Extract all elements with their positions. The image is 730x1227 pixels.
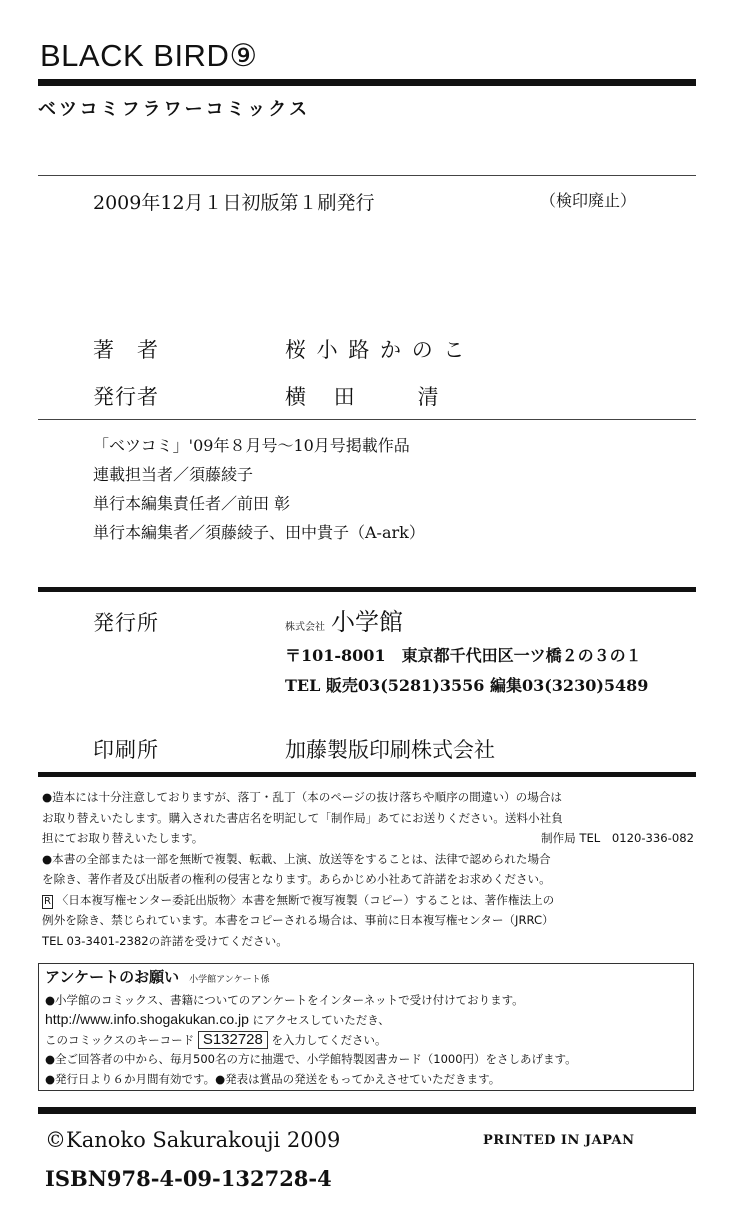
publisher-name: 小学館 xyxy=(331,608,403,636)
survey-heading-row xyxy=(45,968,687,991)
edition-date: 2009年12月１日初版第１刷発行 xyxy=(93,192,375,214)
survey-line: ●全ご回答者の中から、毎月500名の方に抽選で、小学館特製図書カード（1000円）をさしあげます。 xyxy=(45,1052,577,1066)
divider-thick xyxy=(38,587,696,592)
survey-heading: アンケートのお願い xyxy=(45,968,180,986)
key-code: S132728 xyxy=(198,1031,268,1049)
copyright: ©Kanoko Sakurakouji 2009 xyxy=(45,1128,341,1152)
printed-in: PRINTED IN JAPAN xyxy=(483,1133,635,1148)
author-name: 桜 小 路 か の こ xyxy=(285,338,467,362)
notice-line xyxy=(42,828,694,849)
notice-line: TEL 03-3401-2382の許諾を受けてください。 xyxy=(42,933,288,948)
credit-line: 「ベツコミ」'09年８月号〜10月号掲載作品 xyxy=(93,436,410,455)
r-mark-icon: R xyxy=(44,895,51,907)
credit-line: 単行本編集者／須藤綾子、田中貴子（A-ark） xyxy=(93,523,425,542)
divider xyxy=(38,419,696,420)
author-label: 著 者 xyxy=(93,338,159,362)
publisher-label: 発行所 xyxy=(93,611,159,635)
survey-box xyxy=(38,963,694,1091)
divider-thick xyxy=(38,79,696,86)
notice-line: お取り替えいたします。購入された書店名を明記して「制作局」あてにお送りください。送料小社負 xyxy=(42,810,563,825)
book-title: BLACK BIRD⑨ xyxy=(40,38,258,73)
isbn: ISBN978-4-09-132728-4 xyxy=(45,1166,332,1191)
divider-thick xyxy=(38,772,696,777)
notice-line: ●本書の全部または一部を無断で複製、転載、上演、放送等をすることは、法律で認められた場合 xyxy=(42,851,551,866)
publisher-prefix: 株式会社 xyxy=(285,622,325,633)
publisher-name-row xyxy=(285,602,403,637)
survey-line: ●小学館のコミックス、書籍についてのアンケートをインターネットで受け付けております。 xyxy=(45,992,524,1007)
survey-line: ●発行日より６か月間有効です。●発表は賞品の発送をもってかえさせていただきます。 xyxy=(45,1071,501,1086)
series-name: ベツコミフラワーコミックス xyxy=(38,99,311,120)
issuer-name: 横 田 清 xyxy=(285,385,439,409)
production-tel: 制作局 TEL 0120-336-082 xyxy=(540,831,694,845)
notice-text: 担にてお取り替えいたします。 xyxy=(42,831,204,845)
printer-name: 加藤製版印刷株式会社 xyxy=(285,738,495,762)
survey-url-row xyxy=(45,1010,687,1031)
legal-notice xyxy=(42,787,694,951)
notice-text: 〈日本複写権センター委託出版物〉本書を無断で複写複製（コピー）することは、著作権法上の xyxy=(56,892,555,907)
notice-line: を除き、著作者及び出版者の権利の侵害となります。あらかじめ小社あて許諾をお求めください。 xyxy=(42,872,551,886)
survey-text: を入力してください。 xyxy=(267,1032,387,1047)
survey-dept: 小学館アンケート係 xyxy=(189,975,270,985)
seal-note: （検印廃止） xyxy=(540,191,637,210)
survey-key-row xyxy=(45,1031,687,1051)
survey-text: にアクセスしていただき、 xyxy=(248,1013,390,1027)
printer-label: 印刷所 xyxy=(93,738,159,762)
survey-url[interactable]: http://www.info.shogakukan.co.jp xyxy=(45,1011,249,1027)
divider xyxy=(38,175,696,176)
publisher-tel: TEL 販売03(5281)3556 編集03(3230)5489 xyxy=(285,676,649,695)
notice-line: 例外を除き、禁じられています。本書をコピーされる場合は、事前に日本複写権センター（JRRC） xyxy=(42,913,554,927)
notice-line xyxy=(42,890,694,911)
notice-line: ●造本には十分注意しておりますが、落丁・乱丁（本のページの抜け落ちや順序の間違い）の場合は xyxy=(42,790,563,804)
credit-line: 単行本編集責任者／前田 彰 xyxy=(93,494,291,513)
credit-line: 連載担当者／須藤綾子 xyxy=(93,465,254,484)
issuer-label: 発行者 xyxy=(93,385,159,409)
publisher-address: 〒101-8001 東京都千代田区一ツ橋２の３の１ xyxy=(285,646,642,665)
survey-text: このコミックスのキーコード xyxy=(45,1032,198,1047)
divider-thick xyxy=(38,1107,696,1114)
